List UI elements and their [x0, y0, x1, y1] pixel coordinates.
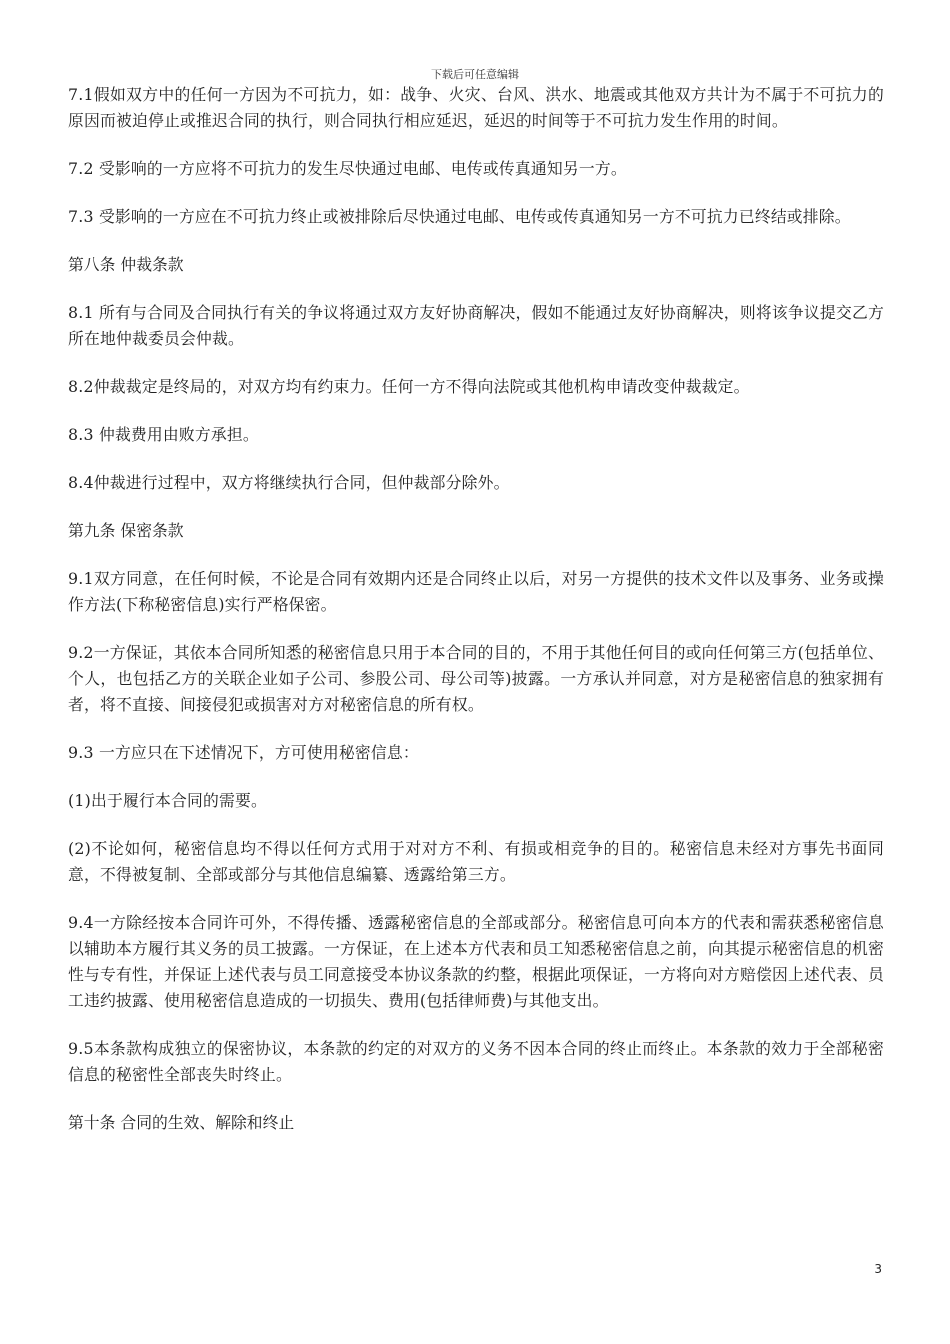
paragraph-8-1: 8.1 所有与合同及合同执行有关的争议将通过双方友好协商解决，假如不能通过友好协商解决，则将该争议提交乙方所在地仲裁委员会仲裁。	[68, 303, 884, 348]
paragraph-7-1: 7.1假如双方中的任何一方因为不可抗力，如：战争、火灾、台风、洪水、地震或其他双方共计为不属于不可抗力的原因而被迫停止或推迟合同的执行，则合同执行相应延迟，延迟的时间等于不可抗力发生作用的时间。	[68, 85, 884, 130]
paragraph-7-2: 7.2 受影响的一方应将不可抗力的发生尽快通过电邮、电传或传真通知另一方。	[68, 159, 627, 178]
paragraph-9-1: 9.1双方同意，在任何时候，不论是合同有效期内还是合同终止以后，对另一方提供的技术文件以及事务、业务或操作方法(下称秘密信息)实行严格保密。	[68, 569, 884, 614]
paragraph-7-3: 7.3 受影响的一方应在不可抗力终止或被排除后尽快通过电邮、电传或传真通知另一方不可抗力已终结或排除。	[68, 207, 851, 226]
paragraph-9-4: 9.4一方除经按本合同许可外，不得传播、透露秘密信息的全部或部分。秘密信息可向本方的代表和需获悉秘密信息以辅助本方履行其义务的员工披露。一方保证，在上述本方代表和员工知悉秘密信息之前，向其提示秘密信息的机密性与专有性，并保证上述代表与员工同意接受本协议条款的约整，根据此项保证，一方将向对方赔偿因上述代表、员工违约披露、使用秘密信息造成的一切损失、费用(包括律师费)与其他支出。	[68, 913, 884, 1010]
paragraph-8-3: 8.3 仲裁费用由败方承担。	[68, 425, 259, 444]
header-note: 下载后可任意编辑	[431, 68, 519, 81]
page-number: 3	[874, 1262, 882, 1276]
paragraph-9-5: 9.5本条款构成独立的保密协议，本条款的约定的对双方的义务不因本合同的终止而终止。本条款的效力于全部秘密信息的秘密性全部丧失时终止。	[68, 1039, 884, 1084]
paragraph-9-3-item-1: (1)出于履行本合同的需要。	[68, 791, 267, 810]
paragraph-9-3-item-2: (2)不论如何，秘密信息均不得以任何方式用于对对方不利、有损或相竞争的目的。秘密信息未经对方事先书面同意，不得被复制、全部或部分与其他信息编纂、透露给第三方。	[68, 839, 884, 884]
document-body	[68, 82, 884, 1158]
paragraph-8-2: 8.2仲裁裁定是终局的，对双方均有约束力。任何一方不得向法院或其他机构申请改变仲裁裁定。	[68, 377, 750, 396]
section-heading-8: 第八条 仲裁条款	[68, 255, 184, 274]
section-heading-10: 第十条 合同的生效、解除和终止	[68, 1113, 295, 1132]
section-heading-9: 第九条 保密条款	[68, 521, 184, 540]
paragraph-9-3: 9.3 一方应只在下述情况下，方可使用秘密信息：	[68, 743, 419, 762]
paragraph-8-4: 8.4仲裁进行过程中，双方将继续执行合同，但仲裁部分除外。	[68, 473, 510, 492]
paragraph-9-2: 9.2一方保证，其依本合同所知悉的秘密信息只用于本合同的目的，不用于其他任何目的或向任何第三方(包括单位、个人，也包括乙方的关联企业如子公司、参股公司、母公司等)披露。一方承认并同意，对方是秘密信息的独家拥有者，将不直接、间接侵犯或损害对方对秘密信息的所有权。	[68, 643, 884, 714]
